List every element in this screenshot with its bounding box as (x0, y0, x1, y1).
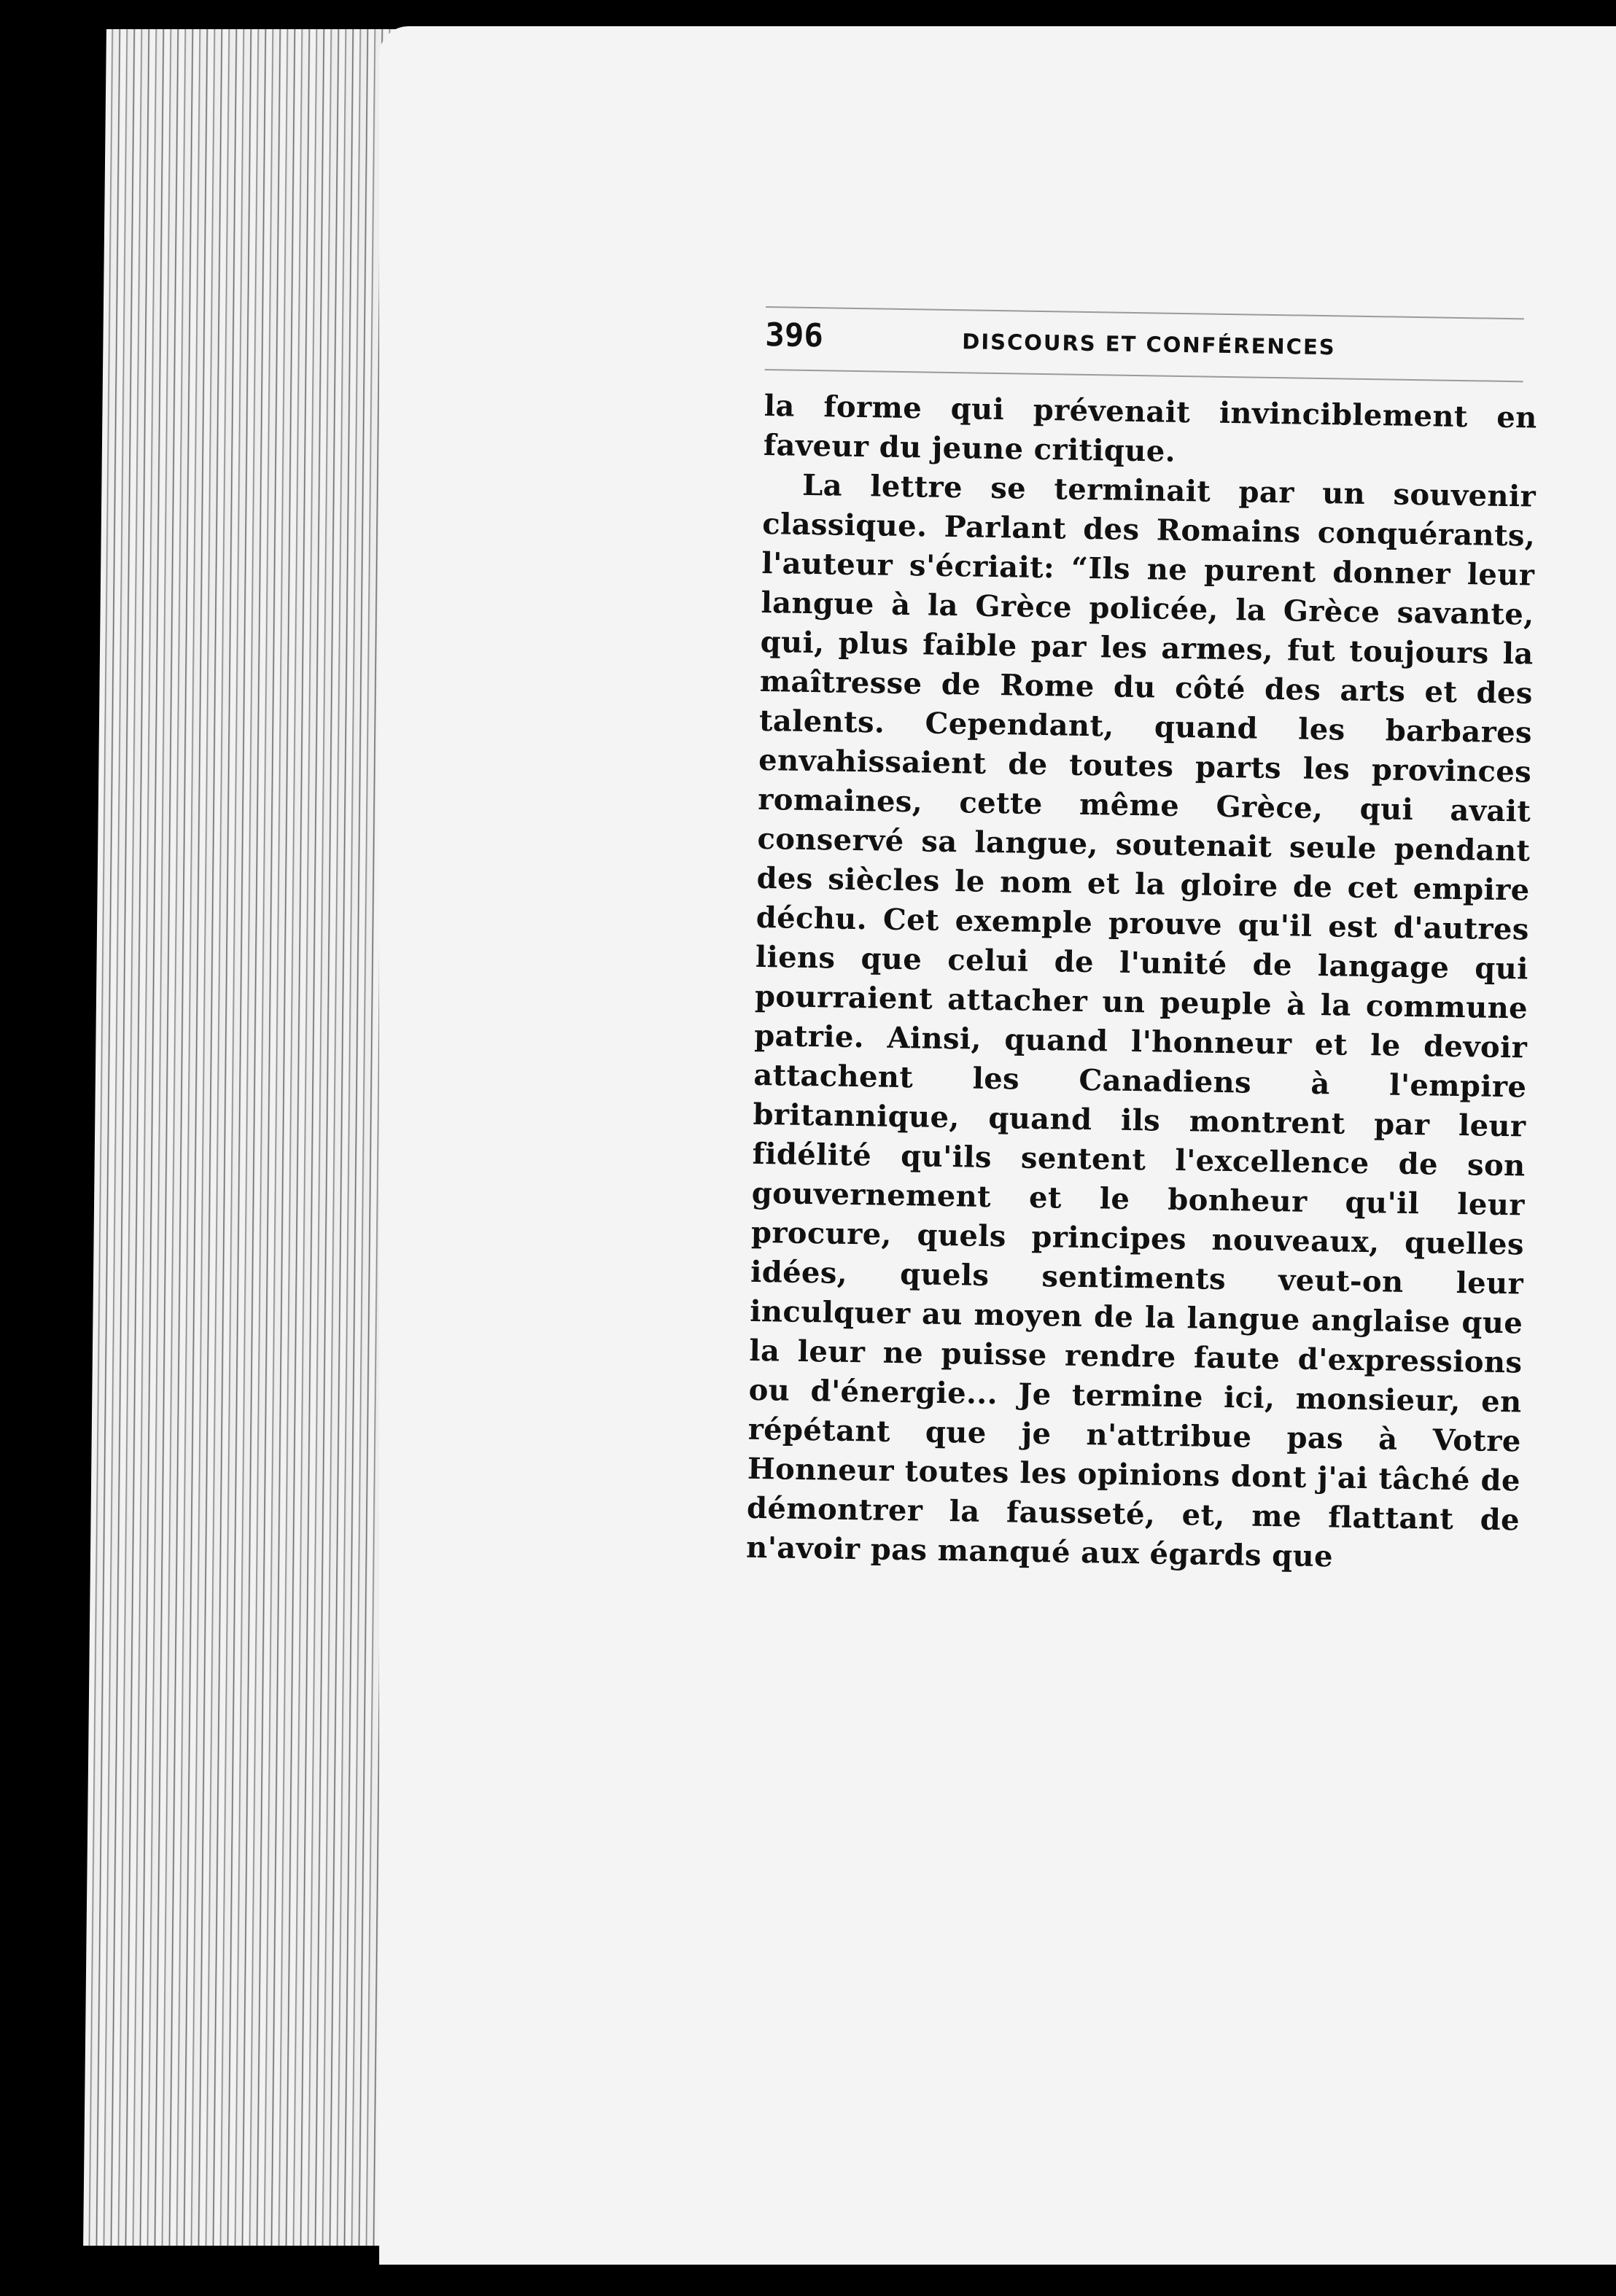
paragraph-lettre: La lettre se terminait par un souvenir classique. Parlant des Romains conquérants, l'auteur s'écriait: “Ils ne purent donner leur langue à la Grèce policée, la Grèce savante, qui, plus faible par les armes, fut toujours la maîtresse de Rome du côté des arts et des talents. Cependant, quand les barbares envahissaient de toutes parts les provinces romaines, cette même Grèce, qui avait conservé sa langue, soutenait seule pendant des siècles le nom et la gloire de cet empire déchu. Cet exemple prouve qu'il est d'autres liens que celui de l'unité de langage qui pourraient attacher un peuple à la commune patrie. Ainsi, quand l'honneur et le devoir attachent les Canadiens à l'empire britannique, quand ils montrent par leur fidélité qu'ils sentent l'excellence de son gouvernement et le bonheur qu'il leur procure, quels principes nouveaux, quelles idées, quels sentiments veut-on leur inculquer au moyen de la langue anglaise que la leur ne puisse rendre faute d'expressions ou d'énergie... Je termine ici, monsieur, en répétant que je n'attribue pas à Votre Honneur toutes les opinions dont j'ai tâché de démontrer la fausseté, et, me flattant de n'avoir pas manqué aux égards que (745, 467, 1537, 1574)
page-number: 396 (764, 316, 824, 355)
paragraph-continued: la forme qui prévenait invinciblement en faveur du jeune critique. (763, 388, 1538, 469)
page-content (746, 306, 1539, 1579)
running-head-title: DISCOURS ET CONFÉRENCES (962, 329, 1336, 360)
body-text (746, 386, 1537, 1579)
page-stack-edge (83, 29, 413, 2246)
